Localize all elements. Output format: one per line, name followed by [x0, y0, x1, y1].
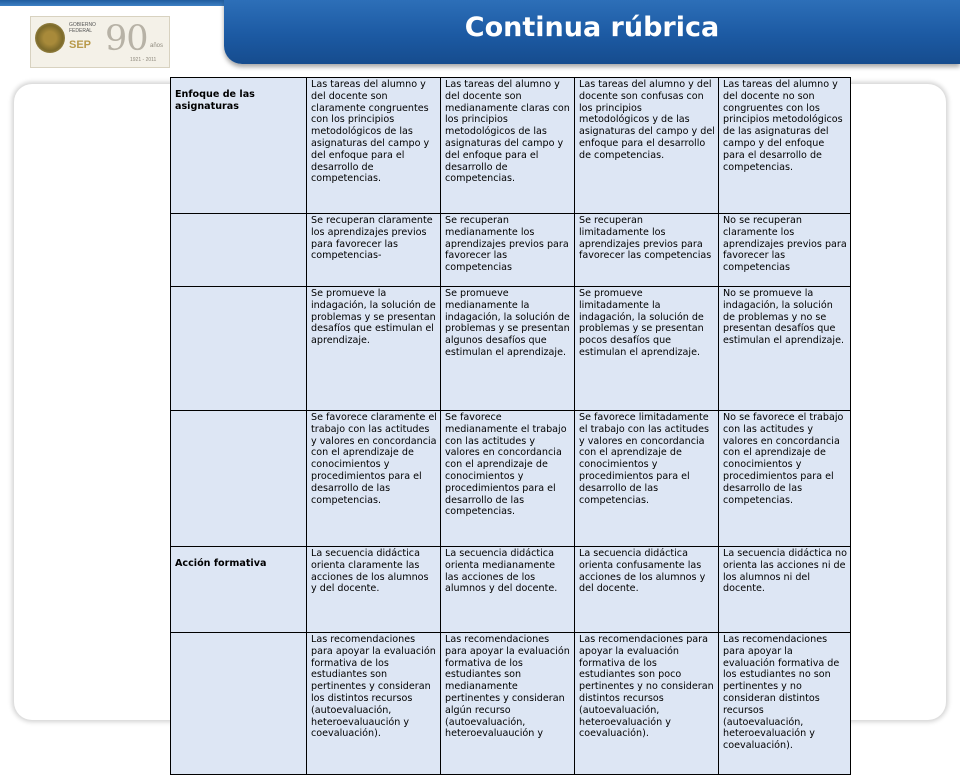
- logo-gov-text: GOBIERNO FEDERAL: [69, 22, 96, 34]
- rubric-table: [170, 77, 851, 775]
- level-cell: Las recomendaciones para apoyar la evaluación formativa de los estudiantes son pertinentes y consideran los distintos recursos (autoevaluación, heteroevaluaución y coevaluación).: [307, 633, 441, 775]
- level-cell: Las tareas del alumno y del docente son claramente congruentes con los principios metodológicos de las asignaturas del campo y del enfoque para el desarrollo de competencias.: [307, 78, 441, 214]
- level-cell: No se promueve la indagación, la solución de problemas y no se presentan desafíos que estimulan el aprendizaje.: [719, 287, 851, 411]
- level-cell: Se favorece claramente el trabajo con las actitudes y valores en concordancia con el aprendizaje de conocimientos y procedimientos para el desarrollo de las competencias.: [307, 411, 441, 547]
- level-cell: Se favorece limitadamente el trabajo con las actitudes y valores en concordancia con el aprendizaje de conocimientos y procedimientos para el desarrollo de las competencias.: [575, 411, 719, 547]
- logo-anos-text: años: [150, 43, 164, 49]
- logo-years-text: 1921 - 2011: [130, 57, 157, 63]
- level-cell: Las recomendaciones para apoyar la evaluación formativa de los estudiantes son medianamente pertinentes y consideran algún recurso (autoevaluación, heteroevaluaución y: [441, 633, 575, 775]
- level-cell: Se promueve limitadamente la indagación, la solución de problemas y se presentan pocos desafíos que estimulan el aprendizaje.: [575, 287, 719, 411]
- top-left-accent-band: [0, 0, 224, 6]
- criterion-cell: [171, 411, 307, 547]
- criterion-cell: [171, 633, 307, 775]
- level-cell: No se recuperan claramente los aprendizajes previos para favorecer las competencias: [719, 214, 851, 287]
- rubric-row: [171, 214, 851, 287]
- mexico-seal-icon: [35, 23, 65, 53]
- level-cell: La secuencia didáctica orienta confusamente las acciones de los alumnos y del docente.: [575, 547, 719, 633]
- level-cell: La secuencia didáctica no orienta las acciones ni de los alumnos ni del docente.: [719, 547, 851, 633]
- logo-anniversary-number: 90: [105, 19, 148, 59]
- logo-sep-text: SEP: [69, 39, 92, 51]
- level-cell: Las tareas del alumno y del docente son confusas con los principios metodológicos y de las asignaturas del campo y del enfoque para el desarrollo de competencias.: [575, 78, 719, 214]
- criterion-cell: [171, 287, 307, 411]
- level-cell: Se recuperan medianamente los aprendizajes previos para favorecer las competencias: [441, 214, 575, 287]
- level-cell: Se recuperan claramente los aprendizajes previos para favorecer las competencias-: [307, 214, 441, 287]
- title-bar: [224, 0, 960, 64]
- slide-title: Continua rúbrica: [464, 12, 720, 43]
- rubric-row: [171, 547, 851, 633]
- level-cell: Las recomendaciones para apoyar la evaluación formativa de los estudiantes son poco pertinentes y no consideran distintos recursos (autoevaluación, heteroevaluación y coevaluación).: [575, 633, 719, 775]
- level-cell: Se promueve medianamente la indagación, la solución de problemas y se presentan algunos desafíos que estimulan el aprendizaje.: [441, 287, 575, 411]
- level-cell: Se promueve la indagación, la solución de problemas y se presentan desafíos que estimulan el aprendizaje.: [307, 287, 441, 411]
- sep-90-anos-logo: [30, 16, 170, 68]
- rubric-row: [171, 411, 851, 547]
- level-cell: Las tareas del alumno y del docente no son congruentes con los principios metodológicos de las asignaturas del campo y del enfoque para el desarrollo de competencias.: [719, 78, 851, 214]
- rubric-row: [171, 287, 851, 411]
- criterion-cell: [171, 214, 307, 287]
- level-cell: La secuencia didáctica orienta medianamente las acciones de los alumnos y del docente.: [441, 547, 575, 633]
- rubric-row: [171, 633, 851, 775]
- level-cell: No se favorece el trabajo con las actitudes y valores en concordancia con el aprendizaje de conocimientos y procedimientos para el desarrollo de las competencias.: [719, 411, 851, 547]
- level-cell: Se recuperan limitadamente los aprendizajes previos para favorecer las competencias: [575, 214, 719, 287]
- level-cell: Las recomendaciones para apoyar la evaluación formativa de los estudiantes no son pertinentes y no consideran distintos recursos (autoevaluación, heteroevaluación y coevaluación).: [719, 633, 851, 775]
- criterion-cell: Acción formativa: [171, 547, 307, 633]
- rubric-row: [171, 78, 851, 214]
- level-cell: Se favorece medianamente el trabajo con las actitudes y valores en concordancia con el aprendizaje de conocimientos y procedimientos para el desarrollo de las competencias.: [441, 411, 575, 547]
- level-cell: La secuencia didáctica orienta claramente las acciones de los alumnos y del docente.: [307, 547, 441, 633]
- criterion-cell: Enfoque de las asignaturas: [171, 78, 307, 214]
- level-cell: Las tareas del alumno y del docente son medianamente claras con los principios metodológicos de las asignaturas del campo y del enfoque para el desarrollo de competencias.: [441, 78, 575, 214]
